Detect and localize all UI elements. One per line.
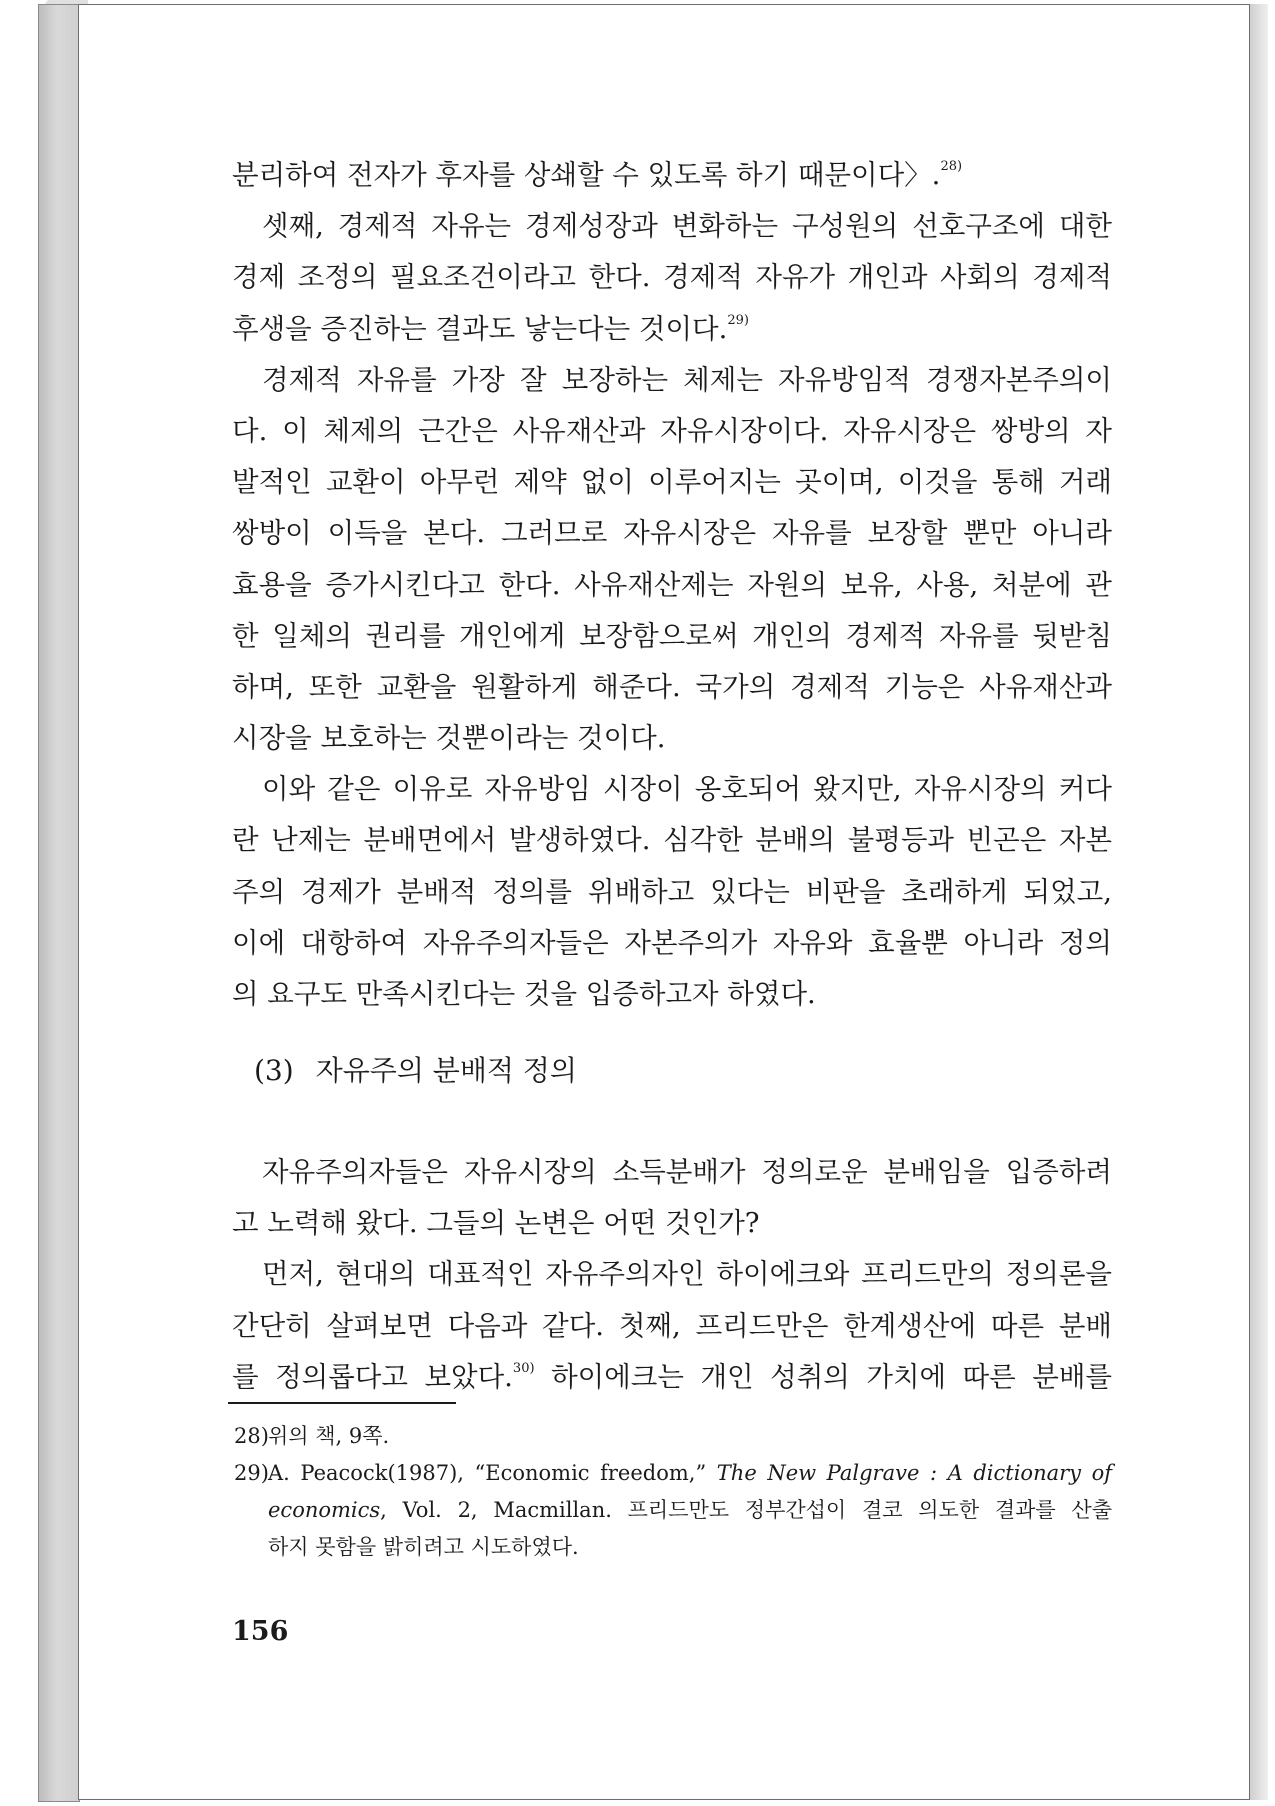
- text-line: 효용을 증가시킨다고 한다. 사유재산제는 자원의 보유, 사용, 처분에 관: [232, 568, 1112, 601]
- body-text-top: [232, 150, 1112, 1020]
- section-number: (3): [254, 1054, 294, 1087]
- text-line: 이와 같은 이유로 자유방임 시장이 옹호되어 왔지만, 자유시장의 커다: [262, 773, 1112, 806]
- footnote-line: 하지 못함을 밝히려고 시도하였다.: [268, 1535, 579, 1559]
- book-spine: [38, 4, 80, 1802]
- text-line: 경제적 자유를 가장 잘 보장하는 체제는 자유방임적 경쟁자본주의이: [262, 363, 1112, 396]
- text-line: 분리하여 전자가 후자를 상쇄할 수 있도록 하기 때문이다〉.$^{28)}$: [232, 159, 963, 191]
- footnote-number: 28): [234, 1424, 269, 1448]
- text-line: 발적인 교환이 아무런 제약 없이 이루어지는 곳이며, 이것을 통해 거래: [232, 466, 1112, 499]
- body-text-bottom: [232, 1147, 1112, 1403]
- text-line: 하며, 또한 교환을 원활하게 해준다. 국가의 경제적 기능은 사유재산과: [232, 670, 1112, 703]
- text-line: 란 난제는 분배면에서 발생하였다. 심각한 분배의 불평등과 빈곤은 자본: [232, 824, 1112, 857]
- footnote-line: economics, Vol. 2, Macmillan. 프리드만도 정부간섭이 결코 의도한 결과를 산출: [268, 1498, 1112, 1522]
- text-line: 후생을 증진하는 결과도 낳는다는 것이다.$^{29)}$: [232, 312, 749, 345]
- page-number: 156: [232, 1616, 289, 1647]
- footnote-28: [234, 1418, 1112, 1455]
- footnote-ref: 28): [940, 159, 963, 174]
- footnote-ref: 29): [727, 312, 749, 328]
- footnote-separator: [228, 1402, 456, 1404]
- text-line: 한 일체의 권리를 개인에게 보장함으로써 개인의 경제적 자유를 뒷받침: [232, 619, 1112, 652]
- text-line: 경제 조정의 필요조건이라고 한다. 경제적 자유가 개인과 사회의 경제적: [232, 261, 1112, 294]
- text-line: 셋째, 경제적 자유는 경제성장과 변화하는 구성원의 선호구조에 대한: [262, 210, 1112, 243]
- text-line: 이에 대항하여 자유주의자들은 자본주의가 자유와 효율뿐 아니라 정의: [232, 926, 1112, 959]
- text-line: 주의 경제가 분배적 정의를 위배하고 있다는 비판을 초래하게 되었고,: [232, 875, 1112, 908]
- footnotes: [234, 1418, 1112, 1566]
- text-line: 의 요구도 만족시킨다는 것을 입증하고자 하였다.: [232, 978, 816, 1010]
- section-title: 자유주의 분배적 정의: [315, 1054, 577, 1087]
- section-heading: [254, 1046, 577, 1096]
- text-line: 를 정의롭다고 보았다.$^{30)}$ 하이에크는 개인 성취의 가치에 따른 분배를: [232, 1360, 1112, 1393]
- text-line: 쌍방이 이득을 본다. 그러므로 자유시장은 자유를 보장할 뿐만 아니라: [232, 517, 1112, 550]
- footnote-line: A. Peacock(1987), “Economic freedom,” The New Palgrave : A dictionary of: [268, 1461, 1112, 1485]
- text-line: 시장을 보호하는 것뿐이라는 것이다.: [232, 722, 666, 755]
- text-line: 간단히 살펴보면 다음과 같다. 첫째, 프리드만은 한계생산에 따른 분배: [232, 1309, 1112, 1342]
- footnote-line: 위의 책, 9쪽.: [268, 1424, 390, 1448]
- text-line: 다. 이 체제의 근간은 사유재산과 자유시장이다. 자유시장은 쌍방의 자: [232, 414, 1112, 447]
- text-line: 먼저, 현대의 대표적인 자유주의자인 하이에크와 프리드만의 정의론을: [262, 1258, 1112, 1291]
- footnote-29: [234, 1455, 1112, 1566]
- text-line: 자유주의자들은 자유시장의 소득분배가 정의로운 분배임을 입증하려: [262, 1156, 1112, 1188]
- text-line: 고 노력해 왔다. 그들의 논변은 어떤 것인가?: [232, 1207, 760, 1240]
- page-edge-shadow: [1250, 4, 1268, 1800]
- footnote-ref: 30): [512, 1360, 535, 1376]
- footnote-number: 29): [234, 1461, 269, 1485]
